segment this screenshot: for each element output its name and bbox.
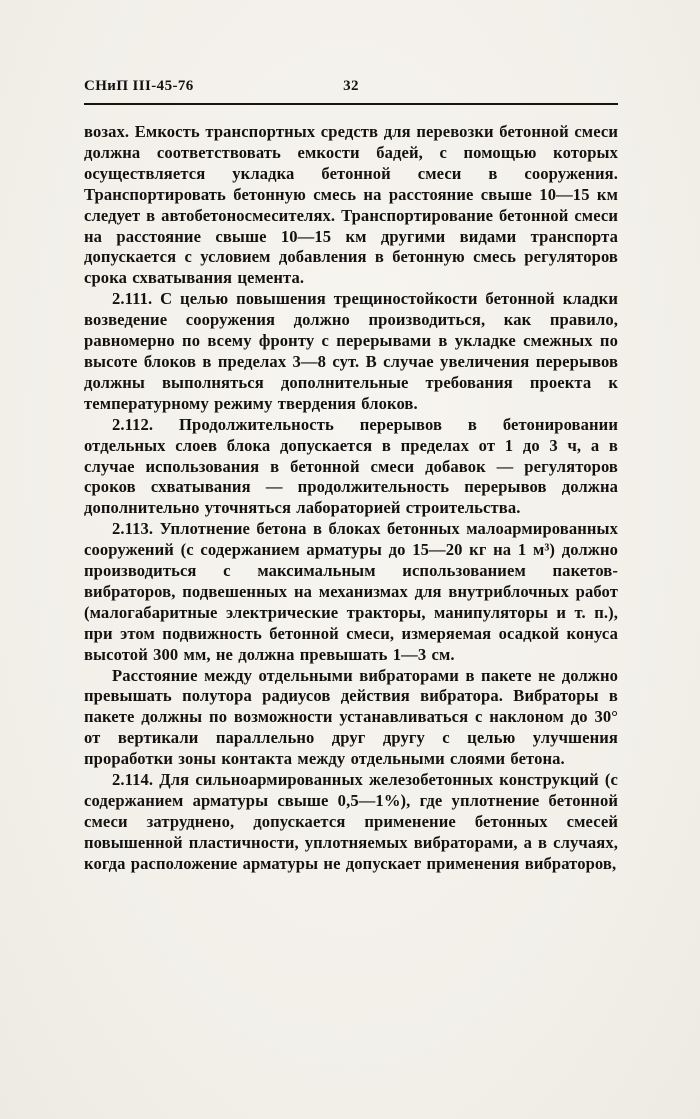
page-number: 32 — [343, 78, 359, 94]
paragraph-2-111: 2.111. С целью повышения трещиностойкости бетонной кладки возведение сооружения должно производиться, как правило, равномерно по всему фронту с перерывами в укладке смежных по высоте блоков в пределах 3—8 сут. В случае увеличения перерывов должны выполняться дополнительные требования проекта к температурному режиму твердения блоков. — [84, 289, 618, 413]
paragraph-continuation: возах. Емкость транспортных средств для перевозки бетонной смеси должна соответствовать емкости бадей, с помощью которых осуществляется укладка бетонной смеси в сооружения. Транспортировать бетонную смесь на расстояние свыше 10—15 км следует в автобетоносмесителях. Транспортирование бетонной смеси на расстояние свыше 10—15 км другими видами транспорта допускается с условием добавления в бетонную смесь регуляторов срока схватывания цемента. — [84, 122, 618, 288]
header-divider — [84, 103, 618, 105]
document-code: СНиП III-45-76 — [84, 78, 194, 94]
paragraph-2-112: 2.112. Продолжительность перерывов в бетонировании отдельных слоев блока допускается в пределах от 1 до 3 ч, а в случае использования в бетонной смеси добавок — регуляторов сроков схватывания — продолжительность перерывов должна дополнительно уточняться лабораторией строительства. — [84, 414, 618, 518]
paragraph-vibrators-spacing: Расстояние между отдельными вибраторами в пакете не должно превышать полутора радиусов действия вибратора. Вибраторы в пакете должны по возможности устанавливаться с наклоном до 30° от вертикали параллельно друг другу с целью улучшения проработки зоны контакта между отдельными слоями бетона. — [84, 665, 618, 769]
running-header — [84, 78, 618, 98]
paragraph-2-113: 2.113. Уплотнение бетона в блоках бетонных малоармированных сооружений (с содержанием арматуры до 15—20 кг на 1 м³) должно производиться с максимальным использованием пакетов-вибраторов, подвешенных на механизмах для внутриблочных работ (малогабаритные электрические тракторы, манипуляторы и т. п.), при этом подвижность бетонной смеси, измеряемая осадкой конуса высотой 300 мм, не должна превышать 1—3 см. — [84, 519, 618, 664]
body-text — [84, 122, 618, 875]
paragraph-2-114: 2.114. Для сильноармированных железобетонных конструкций (с содержанием арматуры свыше 0,5—1%), где уплотнение бетонной смеси затруднено, допускается применение бетонных смесей повышенной пластичности, уплотняемых вибраторами, а в случаях, когда расположение арматуры не допускает применения вибраторов, — [84, 770, 618, 873]
